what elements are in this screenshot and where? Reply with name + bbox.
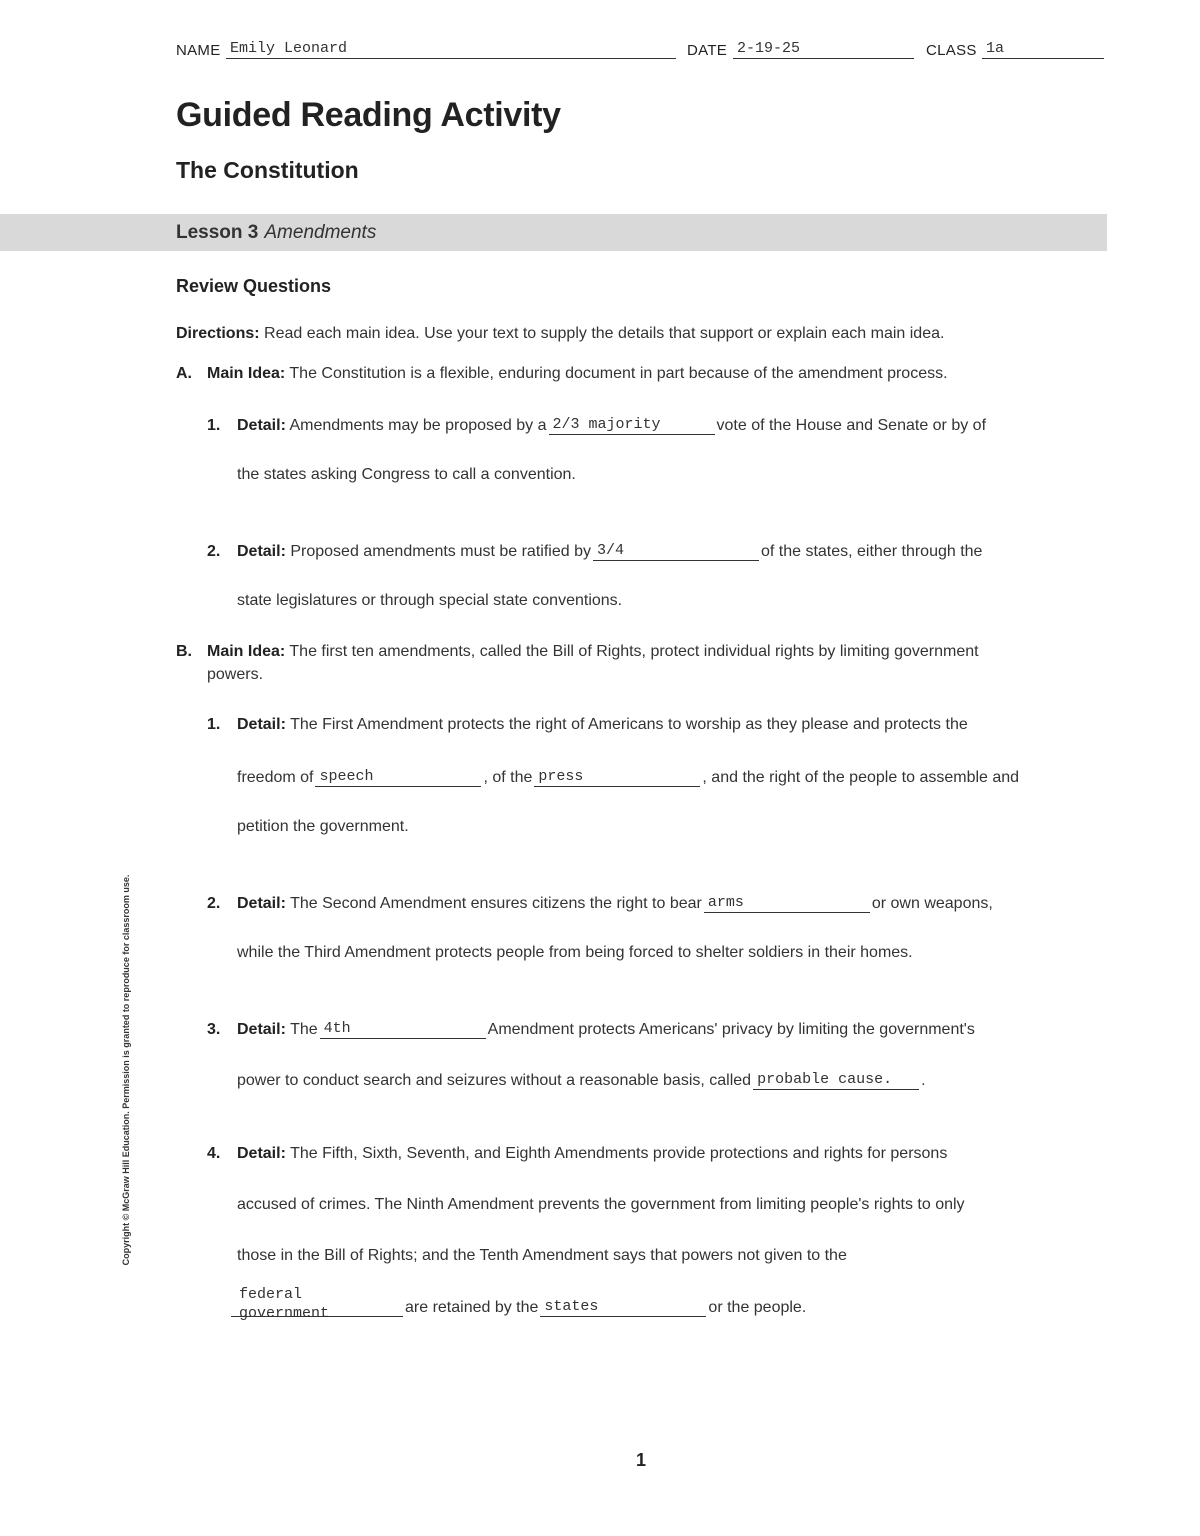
detail-b3-line2 (237, 1070, 926, 1090)
detail-b1-num: 1. (207, 716, 221, 733)
detail-b2 (207, 893, 993, 913)
main-idea-b-letter: B. (176, 643, 192, 660)
name-label: NAME (176, 42, 221, 59)
class-field[interactable] (982, 38, 1104, 59)
detail-b1-line3: petition the government. (237, 818, 409, 835)
detail-b3-line2-after: . (921, 1072, 926, 1089)
directions-text: Read each main idea. Use your text to supply the details that support or explain each main idea. (264, 325, 945, 342)
detail-b1-middle: , of the (483, 769, 533, 786)
detail-a1-answer: 2/3 majority (552, 416, 661, 433)
detail-b1-before: freedom of (237, 769, 314, 786)
detail-b3-num: 3. (207, 1021, 221, 1038)
detail-b1-blank1[interactable] (315, 767, 481, 787)
date-field[interactable] (733, 38, 914, 59)
page-number: 1 (636, 1450, 647, 1470)
detail-b4-blank1[interactable] (231, 1297, 403, 1322)
detail-a2-after: of the states, either through the (760, 543, 983, 560)
detail-b2-before: The Second Amendment ensures citizens the right to bear (290, 895, 702, 912)
detail-b1 (207, 716, 968, 734)
date-value: 2-19-25 (737, 40, 801, 57)
detail-b2-line2: while the Third Amendment protects people from being forced to shelter soldiers in their homes. (237, 944, 913, 961)
detail-a2-line2: state legislatures or through special state conventions. (237, 592, 623, 609)
detail-b3-blank2[interactable] (753, 1070, 919, 1090)
main-idea-b (176, 643, 979, 661)
detail-b3 (207, 1019, 975, 1039)
detail-a2-answer: 3/4 (596, 542, 624, 559)
detail-b1-line2 (237, 767, 1019, 787)
detail-b1-answer1: speech (319, 768, 374, 785)
detail-b3-blank[interactable] (320, 1019, 486, 1039)
main-idea-a (176, 365, 948, 383)
lesson-bar (0, 214, 1107, 251)
detail-b4-num: 4. (207, 1145, 221, 1162)
detail-b1-blank2[interactable] (534, 767, 700, 787)
detail-b2-after: or own weapons, (871, 895, 993, 912)
detail-a2-label: Detail: (237, 543, 286, 560)
detail-b4-after: or the people. (708, 1299, 807, 1316)
detail-b2-num: 2. (207, 895, 221, 912)
class-value: 1a (986, 40, 1005, 57)
detail-a1-label: Detail: (237, 417, 286, 434)
page-title: Guided Reading Activity (176, 96, 561, 134)
page-subtitle: The Constitution (176, 157, 359, 183)
lesson-name: Amendments (264, 222, 377, 243)
main-idea-a-text: The Constitution is a flexible, enduring document in part because of the amendment process. (289, 365, 948, 382)
detail-b3-after: Amendment protects Americans' privacy by limiting the government's (487, 1021, 975, 1038)
detail-b4-answer2: states (544, 1298, 599, 1315)
detail-b1-line1: The First Amendment protects the right of Americans to worship as they please and protects the (290, 716, 968, 733)
detail-a1-num: 1. (207, 417, 221, 434)
directions (176, 325, 944, 343)
detail-b4-middle: are retained by the (405, 1299, 539, 1316)
detail-b4-line2: accused of crimes. The Ninth Amendment prevents the government from limiting people's rights to only (237, 1196, 965, 1213)
detail-b4-blank2[interactable] (540, 1297, 706, 1317)
section-title: Review Questions (176, 276, 332, 296)
directions-label: Directions: (176, 325, 260, 342)
main-idea-b-label: Main Idea: (207, 643, 286, 660)
detail-b4-line3: those in the Bill of Rights; and the Tenth Amendment says that powers not given to the (237, 1247, 847, 1264)
detail-a1-before: Amendments may be proposed by a (289, 417, 547, 434)
detail-b1-label: Detail: (237, 716, 286, 733)
detail-b3-answer2: probable cause. (757, 1071, 893, 1088)
lesson-label: Lesson 3 (176, 222, 259, 243)
detail-b4-answer1-line1: federal (239, 1286, 303, 1303)
detail-a1-line2: the states asking Congress to call a convention. (237, 466, 576, 483)
main-idea-b-line2: powers. (207, 666, 264, 683)
detail-b2-label: Detail: (237, 895, 286, 912)
detail-b4 (207, 1145, 947, 1163)
class-label: CLASS (926, 42, 977, 59)
detail-b4-label: Detail: (237, 1145, 286, 1162)
lesson-heading (176, 222, 376, 244)
date-label: DATE (687, 42, 728, 59)
main-idea-b-text: The first ten amendments, called the Bill of Rights, protect individual rights by limiting government (289, 643, 979, 660)
detail-a1-after: vote of the House and Senate or by of (716, 417, 987, 434)
detail-b1-after: , and the right of the people to assemble and (702, 769, 1020, 786)
copyright-notice: Copyright © McGraw Hill Education. Permission is granted to reproduce for classroom use. (121, 874, 131, 1266)
main-idea-a-letter: A. (176, 365, 192, 382)
name-field[interactable] (226, 38, 676, 59)
detail-b3-line2-before: power to conduct search and seizures without a reasonable basis, called (237, 1072, 752, 1089)
detail-b3-before: The (290, 1021, 318, 1038)
detail-b4-line1: The Fifth, Sixth, Seventh, and Eighth Amendments provide protections and rights for persons (290, 1145, 948, 1162)
detail-a1-blank[interactable] (549, 415, 715, 435)
detail-a2 (207, 541, 982, 561)
detail-b2-answer: arms (707, 894, 744, 911)
detail-a1 (207, 415, 986, 435)
detail-b1-answer2: press (538, 768, 584, 785)
detail-b4-line4 (229, 1297, 807, 1322)
detail-b2-blank[interactable] (704, 893, 870, 913)
detail-b3-label: Detail: (237, 1021, 286, 1038)
detail-b4-answer1-line2: government (239, 1305, 330, 1322)
detail-b3-answer: 4th (323, 1020, 351, 1037)
detail-a2-blank[interactable] (593, 541, 759, 561)
detail-a2-before: Proposed amendments must be ratified by (290, 543, 591, 560)
detail-a2-num: 2. (207, 543, 221, 560)
name-value: Emily Leonard (230, 40, 348, 57)
main-idea-a-label: Main Idea: (207, 365, 286, 382)
